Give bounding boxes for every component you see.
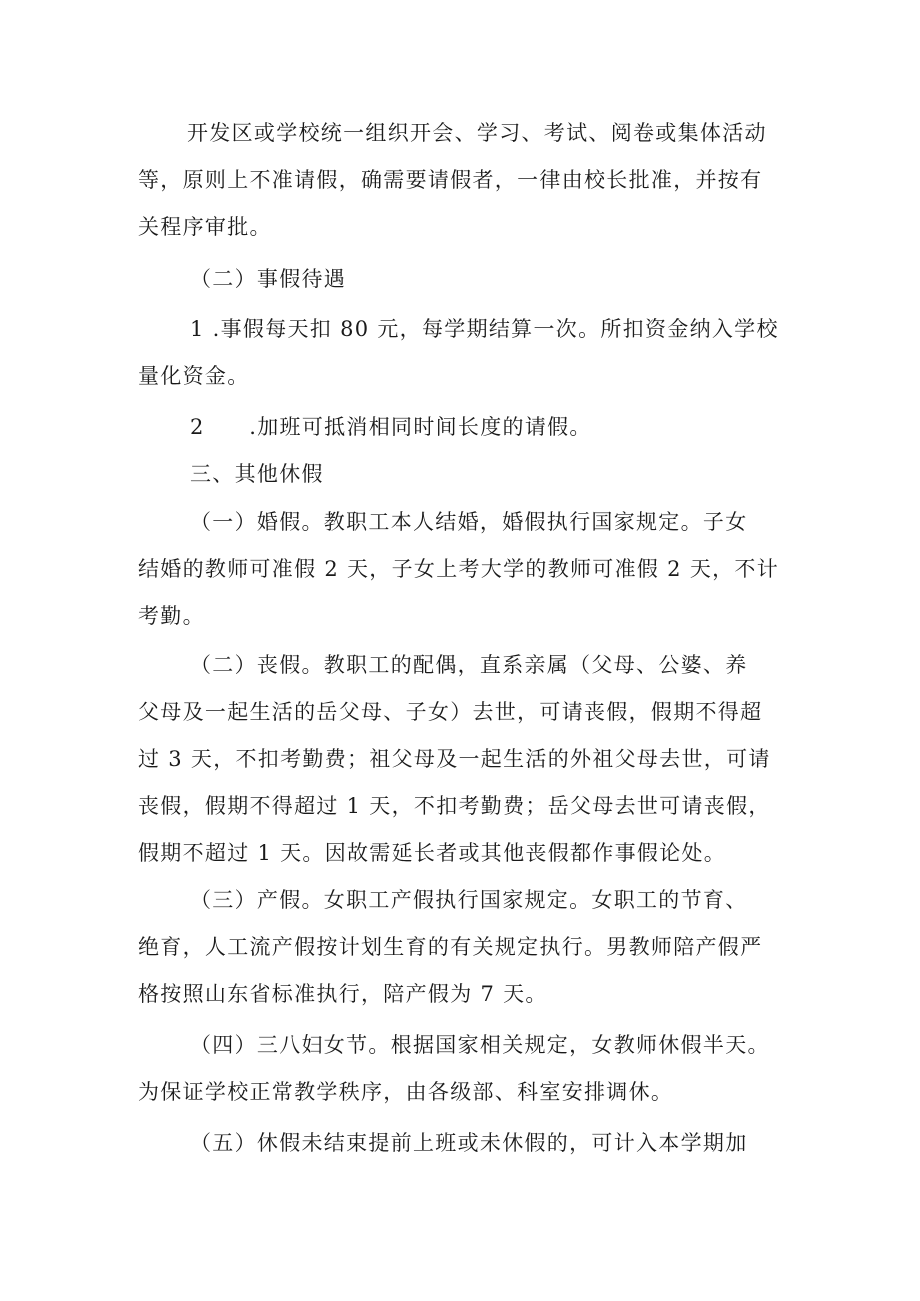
text-line: （五）休假未结束提前上班或未休假的，可计入本学期加 (190, 1131, 748, 1155)
text-line: 父母及一起生活的岳父母、子女）去世，可请丧假，假期不得超 (138, 700, 763, 724)
text-line: （四）三八妇女节。根据国家相关规定，女教师休假半天。 (190, 1033, 770, 1057)
text-line: 等，原则上不准请假，确需要请假者，一律由校长批准，并按有 (138, 168, 763, 192)
text-line: 格按照山东省标准执行，陪产假为 7 天。 (138, 982, 548, 1006)
section-heading: 三、其他休假 (190, 462, 324, 486)
text-line: （三）产假。女职工产假执行国家规定。女职工的节育、 (190, 888, 748, 912)
section-heading: （二）事假待遇 (190, 267, 347, 291)
text-line: 考勤。 (138, 604, 205, 628)
text-line: （一）婚假。教职工本人结婚，婚假执行国家规定。子女 (190, 510, 748, 534)
text-line: 过 3 天，不扣考勤费；祖父母及一起生活的外祖父母去世，可请 (138, 747, 771, 771)
text-line: 1 .事假每天扣 80 元，每学期结算一次。所扣资金纳入学校 (190, 317, 779, 341)
text-line: 开发区或学校统一组织开会、学习、考试、阅卷或集体活动 (187, 121, 767, 145)
text-line: 为保证学校正常教学秩序，由各级部、科室安排调休。 (138, 1080, 674, 1104)
text-line: （二）丧假。教职工的配偶，直系亲属（父母、公婆、养 (190, 653, 748, 677)
text-line: 2 .加班可抵消相同时间长度的请假。 (190, 415, 592, 439)
text-line: 关程序审批。 (138, 215, 272, 239)
text-line: 丧假，假期不得超过 1 天，不扣考勤费；岳父母去世可请丧假， (138, 794, 771, 818)
text-line: 量化资金。 (138, 364, 250, 388)
text-line: 绝育，人工流产假按计划生育的有关规定执行。男教师陪产假严 (138, 935, 763, 959)
text-line: 结婚的教师可准假 2 天，子女上考大学的教师可准假 2 天，不计 (138, 557, 780, 581)
text-line: 假期不超过 1 天。因故需延长者或其他丧假都作事假论处。 (138, 841, 727, 865)
